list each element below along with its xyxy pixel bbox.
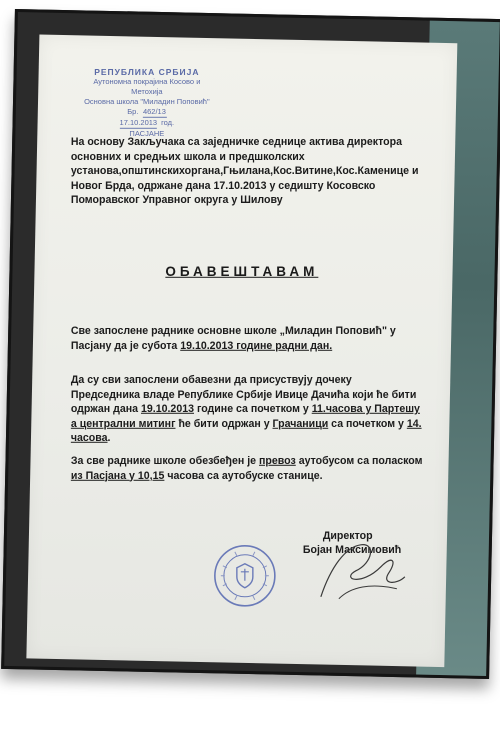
- paragraph-3: [71, 454, 423, 483]
- p2-gracanica: Грачаници: [272, 417, 329, 430]
- document-title: ОБАВЕШТАВАМ: [165, 263, 319, 279]
- p2-text-c: године са почетком у: [194, 402, 312, 415]
- p3-departure: из Пасјана у 10,15: [70, 469, 165, 482]
- p2-time: 14. часова: [70, 417, 422, 444]
- p2-text-g: са почетком у: [328, 417, 407, 430]
- header-stamp: [77, 67, 217, 139]
- round-seal-icon: [213, 544, 277, 608]
- stamp-number-row: [77, 107, 217, 118]
- p3-transport: превоз: [259, 454, 296, 467]
- paragraph-1: [71, 324, 423, 353]
- p2-text-e: ће бити одржан у: [175, 417, 273, 430]
- stamp-date-row: [77, 118, 217, 129]
- paragraph-2: [71, 373, 423, 446]
- p3-text-a: За све раднике школе обезбеђен је: [70, 454, 260, 467]
- stamp-place: ПАСЈАНЕ: [129, 128, 165, 138]
- p2-partes: 11.часова у Партешу а централни митинг: [70, 402, 420, 430]
- p3-text-e: часова са аутобуске станице.: [164, 469, 323, 482]
- intro-paragraph: На основу Закључака са заједничке седнице актива директора основних и средњих школа и предшколских установа,општинскихоргана,Гњилана,Кос.Витине,Кос.Каменице и Новог Брда, одржане дана 17.10.2013 у седишту Косовско Поморавског Управног округа у Шилову: [70, 135, 419, 206]
- stamp-country: РЕПУБЛИКА СРБИЈА: [94, 66, 200, 77]
- stamp-number-label: Бр.: [127, 106, 139, 116]
- paper-sheet: [26, 34, 457, 667]
- stamp-province: Аутономна покрајина Косово и Метохија: [93, 76, 201, 96]
- stamp-date-value: 17.10.2013: [119, 117, 158, 127]
- document-photo: [1, 9, 500, 679]
- signature-role: Директор: [322, 529, 373, 542]
- stamp-school: Основна школа "Миладин Поповић": [84, 96, 210, 106]
- stamp-date-suffix: год.: [161, 117, 175, 127]
- p2-end: .: [107, 431, 111, 444]
- handwritten-signature-icon: [301, 527, 411, 607]
- signature-name: Бојан Максимовић: [302, 543, 402, 556]
- p2-text-a: Да су сви запослени обавезни да присуствују дочеку Председника владе Републике Србије Ивице Дачића који ће бити одржан дана: [70, 373, 417, 415]
- stamp-number-value: 462/13: [142, 107, 166, 118]
- p3-text-c: аутобусом са поласком: [295, 454, 423, 467]
- paper-content: [33, 39, 451, 663]
- p1-date: 19.10.2013 године радни дан.: [180, 339, 333, 352]
- p1-text: Све запослене раднике основне школе „Миладин Поповић" у Пасјану да је субота: [70, 324, 396, 352]
- p2-date: 19.10.2013: [140, 402, 195, 415]
